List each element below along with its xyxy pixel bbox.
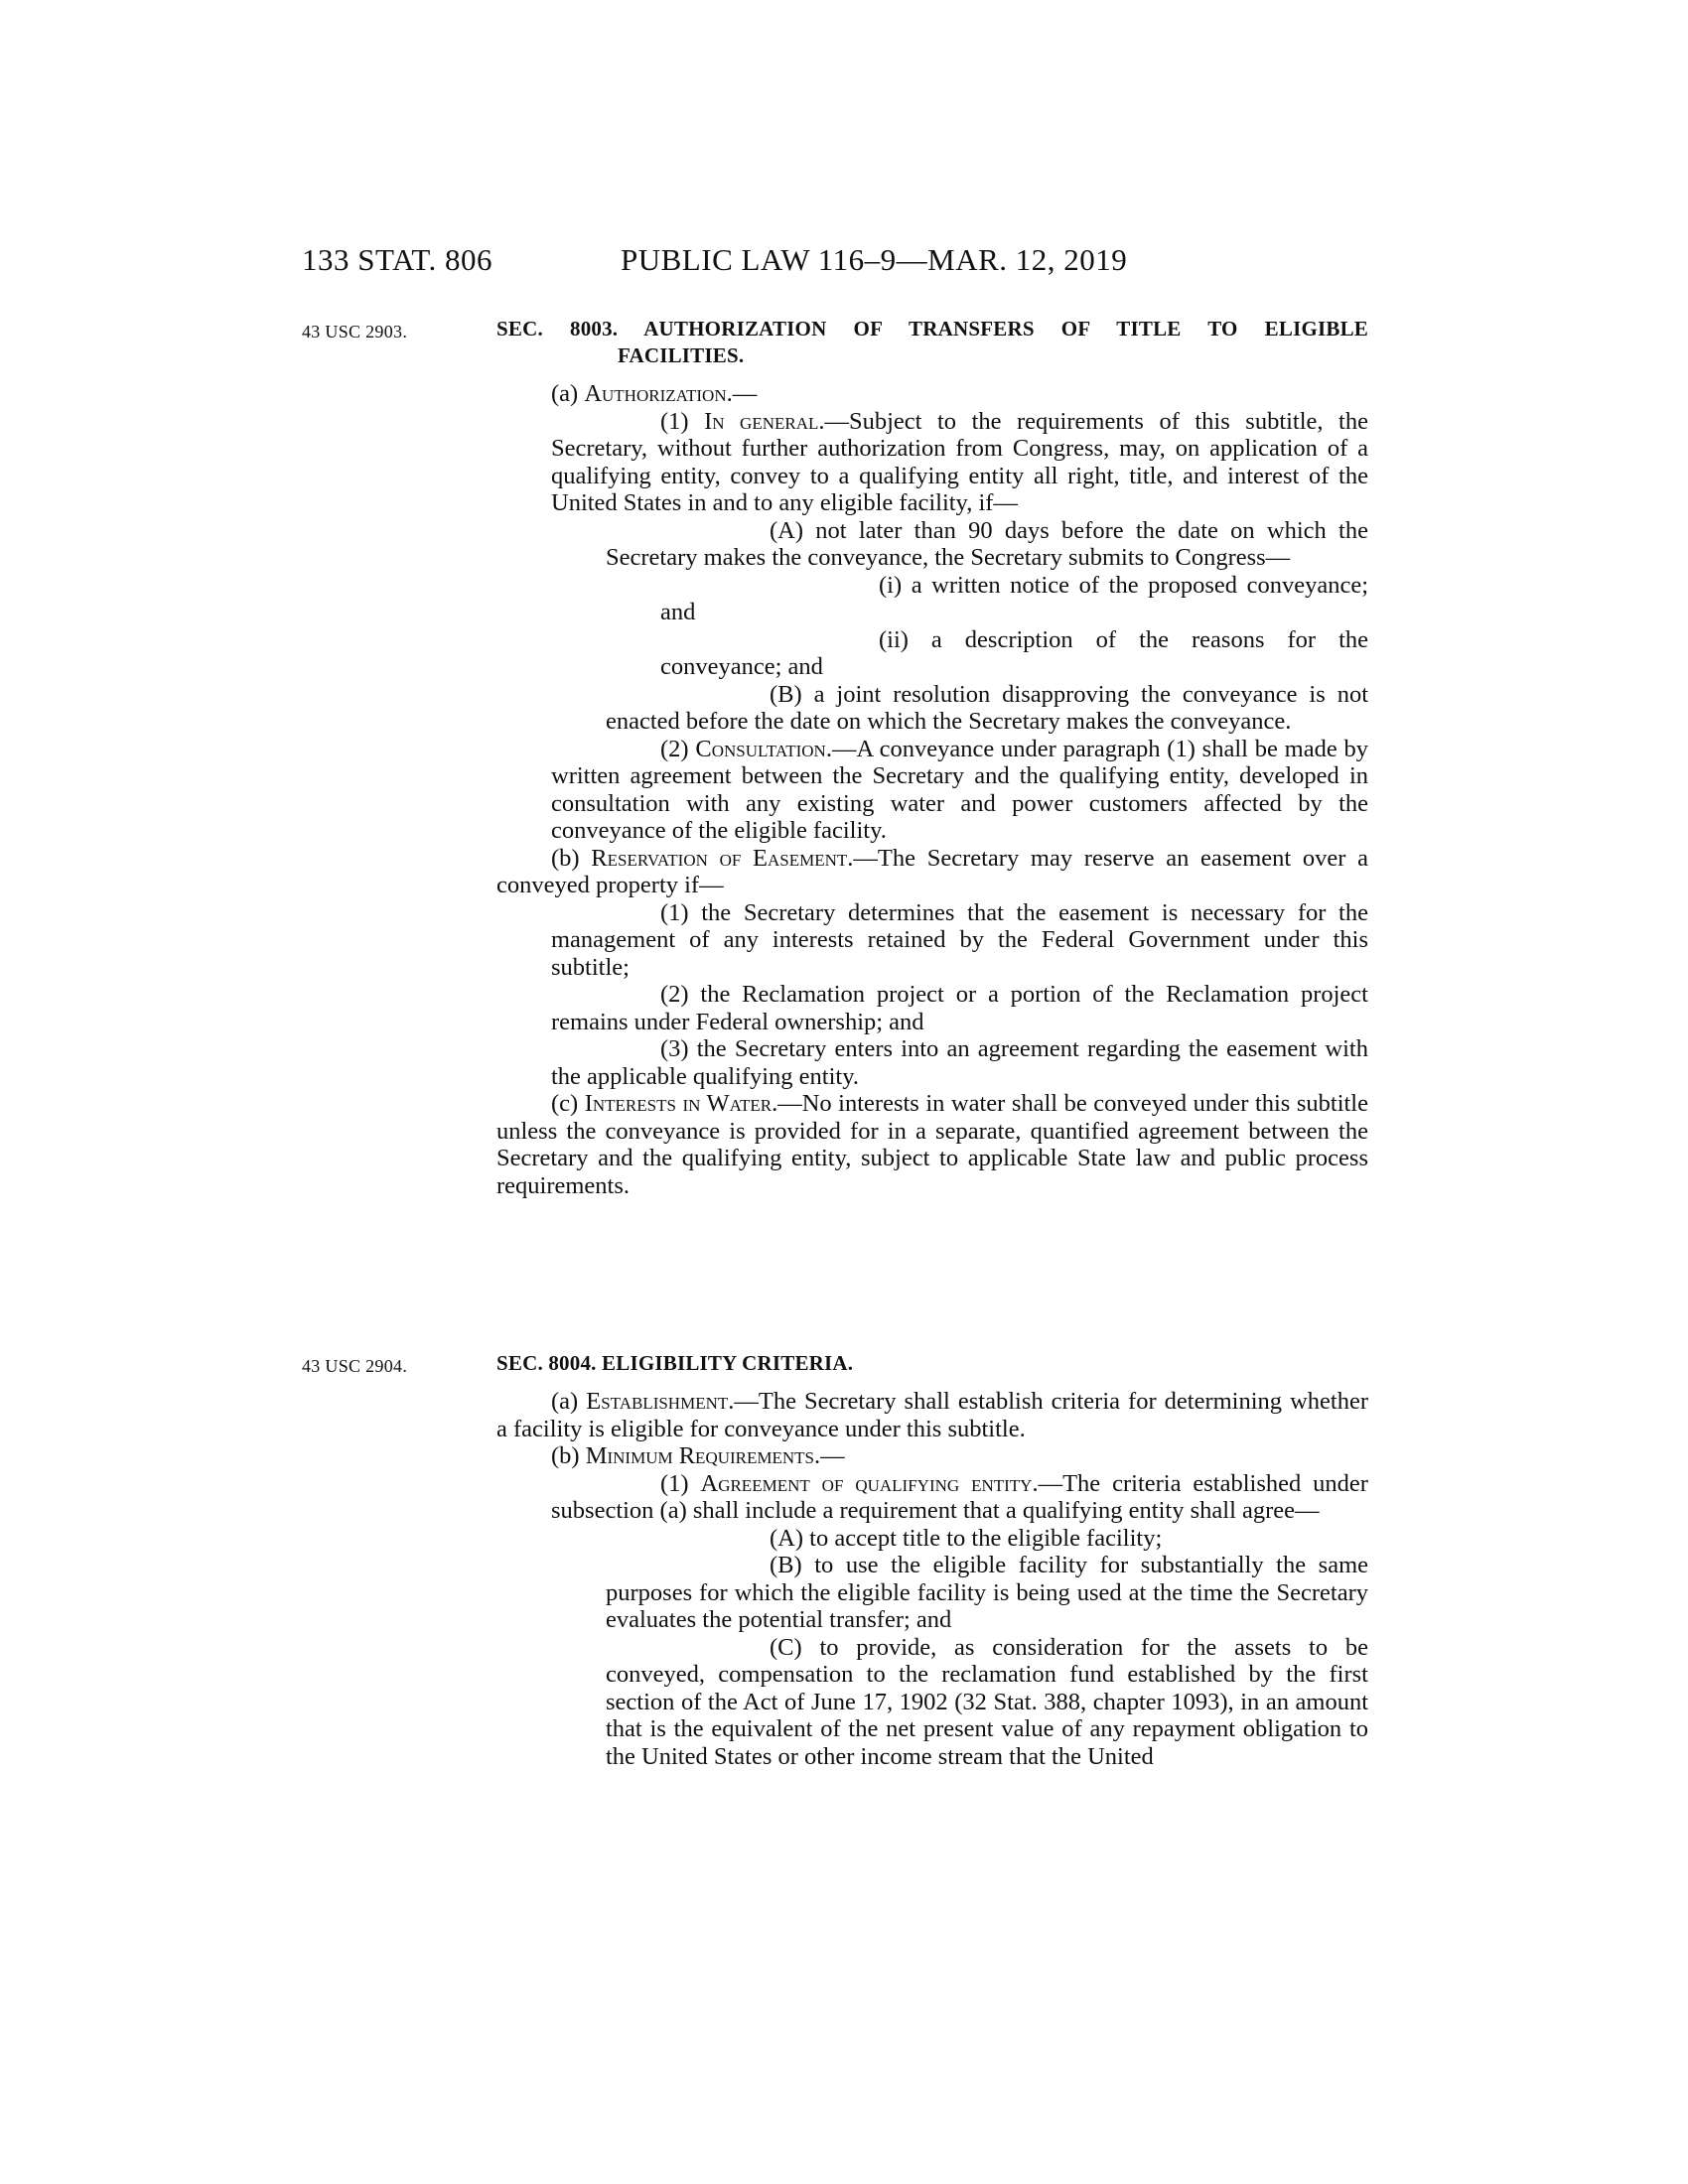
subparagraph-a1A: (A) not later than 90 days before the date on which the Secretary makes the conveyance, the Secretary submits to Congress— [606,516,1368,571]
page-header [0,242,1688,282]
section-8004-body [496,1388,1368,1770]
paragraph-a1: (1) In general.—Subject to the requirements of this subtitle, the Secretary, without further authorization from Congress, may, on application of a qualifying entity, convey to a qualifying entity all right, title, and interest of the United States in and to any eligible facility, if— [551,407,1368,516]
section-8004-heading [496,1350,1368,1377]
section-8003-heading-line2: FACILITIES. [618,343,745,367]
public-law-heading: PUBLIC LAW 116–9—MAR. 12, 2019 [621,242,1128,277]
statute-page-number: 133 STAT. 806 [302,242,493,277]
paragraph-a2: (2) Consultation.—A conveyance under paragraph (1) shall be made by written agreement between the Secretary and the qualifying entity, developed in consultation with any existing water and power customers affected by the conveyance of the eligible facility. [551,735,1368,844]
subsection-a-heading: (a) Authorization.— [551,380,758,407]
section-8003-heading [496,316,1368,369]
section-8003-heading-line1: SEC. 8003. AUTHORIZATION OF TRANSFERS OF TITLE TO ELIGIBLE [496,317,1368,341]
section-8003-body [496,380,1368,1199]
paragraph-8004-b1: (1) Agreement of qualifying entity.—The criteria established under subsection (a) shall include a requirement that a qualifying entity shall agree— [551,1469,1368,1524]
paragraph-b1: (1) the Secretary determines that the easement is necessary for the management of any interests retained by the Federal Government under this subtitle; [551,898,1368,981]
subsection-8004-a: (a) Establishment.—The Secretary shall establish criteria for determining whether a facility is eligible for conveyance under this subtitle. [496,1388,1368,1442]
paragraph-b2: (2) the Reclamation project or a portion of the Reclamation project remains under Federal ownership; and [551,981,1368,1035]
subsection-8004-b-heading: (b) Minimum Requirements.— [551,1442,845,1469]
subparagraph-8004-b1C: (C) to provide, as consideration for the assets to be conveyed, compensation to the reclamation fund established by the first section of the Act of June 17, 1902 (32 Stat. 388, chapter 1093), in an amount that is the equivalent of the net present value of any repayment obligation to the United States or other income stream that the United [606,1633,1368,1770]
margin-citation-2903: 43 USC 2903. [302,322,408,341]
margin-citation-2904: 43 USC 2904. [302,1356,408,1376]
subparagraph-8004-b1A: (A) to accept title to the eligible facility; [770,1524,1163,1552]
subparagraph-a1B: (B) a joint resolution disapproving the conveyance is not enacted before the date on which the Secretary makes the conveyance. [606,680,1368,735]
paragraph-b3: (3) the Secretary enters into an agreement regarding the easement with the applicable qualifying entity. [551,1035,1368,1090]
clause-a1Aii: (ii) a description of the reasons for the conveyance; and [660,625,1368,680]
subsection-b: (b) Reservation of Easement.—The Secretary may reserve an easement over a conveyed property if— [496,844,1368,898]
subsection-c: (c) Interests in Water.—No interests in water shall be conveyed under this subtitle unless the conveyance is provided for in a separate, quantified agreement between the Secretary and the qualifying entity, subject to applicable State law and public process requirements. [496,1090,1368,1199]
subparagraph-8004-b1B: (B) to use the eligible facility for substantially the same purposes for which the eligible facility is being used at the time the Secretary evaluates the potential transfer; and [606,1552,1368,1633]
section-8004-heading-line1: SEC. 8004. ELIGIBILITY CRITERIA. [496,1351,854,1375]
clause-a1Ai: (i) a written notice of the proposed conveyance; and [660,571,1368,625]
